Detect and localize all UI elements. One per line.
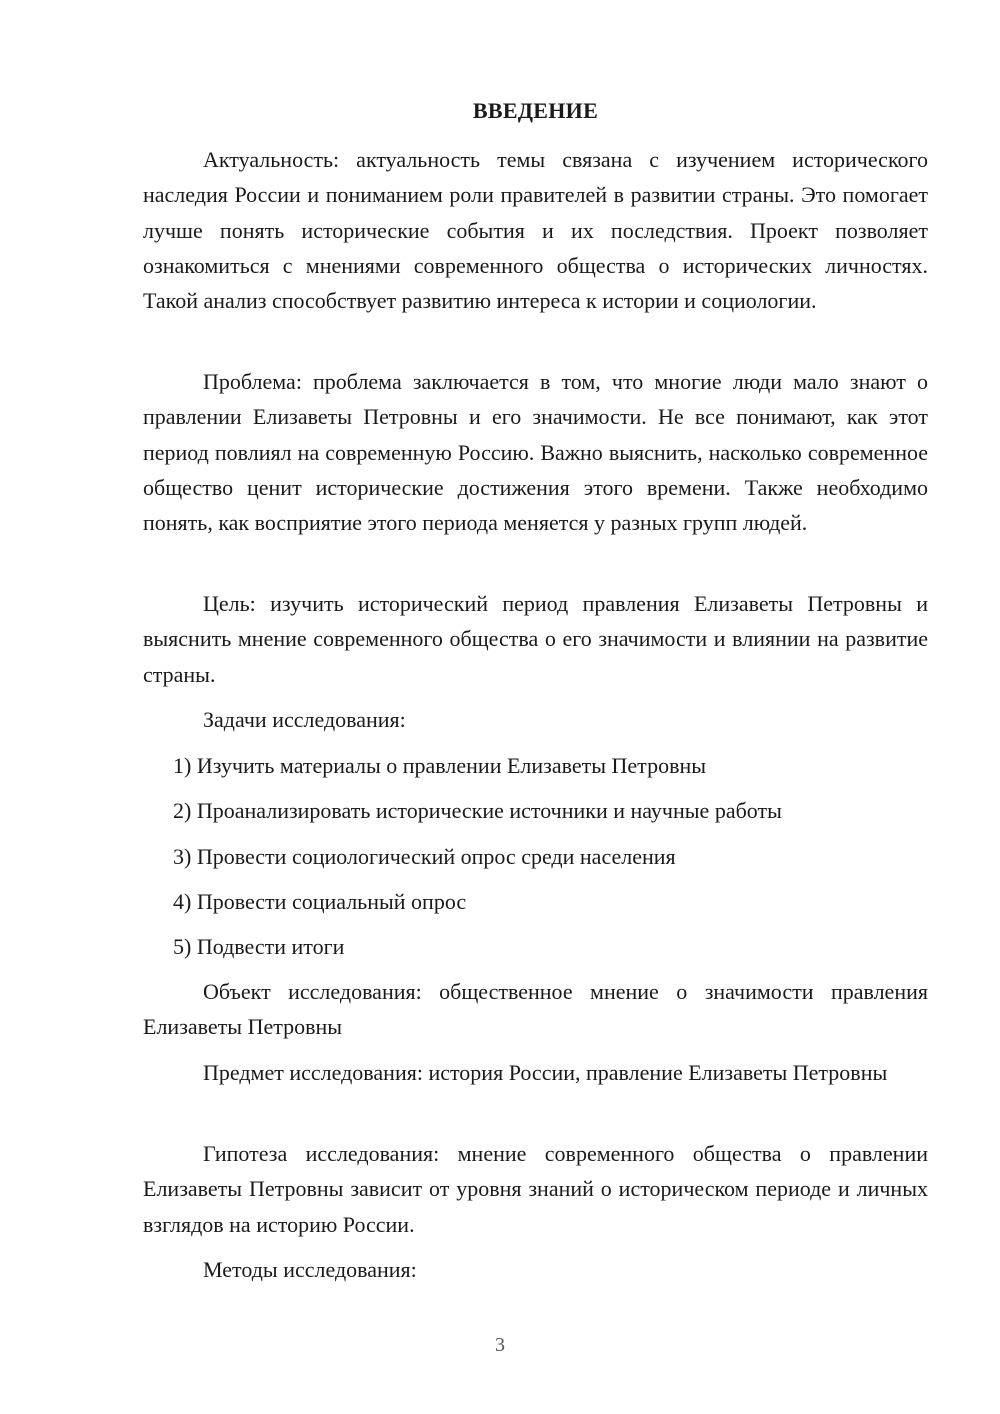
methods-heading: Методы исследования: — [203, 1257, 417, 1282]
hypothesis-paragraph: Гипотеза исследования: мнение современного общества о правлении Елизаветы Петровны зависит от уровня знаний о историческом периоде и личных взглядов на историю России. — [143, 1141, 928, 1237]
tasks-list — [173, 748, 933, 974]
list-item: 5) Подвести итоги — [173, 934, 345, 960]
page-number: 3 — [495, 1334, 505, 1356]
tasks-heading: Задачи исследования: — [203, 707, 406, 732]
list-item: 3) Провести социологический опрос среди населения — [173, 843, 676, 869]
goal-paragraph: Цель: изучить исторический период правления Елизаветы Петровны и выяснить мнение современного общества о его значимости и влиянии на развитие страны. — [143, 591, 928, 687]
page-title: ВВЕДЕНИЕ — [472, 98, 599, 123]
relevance-paragraph: Актуальность: актуальность темы связана с изучением исторического наследия России и пониманием роли правителей в развитии страны. Это помогает лучше понять исторические события и их последствия. Проект позволяет ознакомиться с мнениями современного общества о исторических личностях. Такой анализ способствует развитию интереса к истории и социологии. — [143, 147, 928, 314]
list-item: 1) Изучить материалы о правлении Елизаветы Петровны — [173, 753, 707, 778]
object-paragraph: Объект исследования: общественное мнение о значимости правления Елизаветы Петровны — [143, 979, 928, 1040]
list-item: 2) Проанализировать исторические источники и научные работы — [173, 798, 782, 824]
problem-paragraph: Проблема: проблема заключается в том, что многие люди мало знают о правлении Елизаветы Петровны и его значимости. Не все понимают, как этот период повлиял на современную Россию. Важно выяснить, насколько современное общество ценит исторические достижения этого времени. Также необходимо понять, как восприятие этого периода меняется у разных групп людей. — [143, 369, 928, 536]
subject-paragraph: Предмет исследования: история России, правление Елизаветы Петровны — [203, 1060, 888, 1085]
list-item: 4) Провести социальный опрос — [173, 888, 467, 914]
